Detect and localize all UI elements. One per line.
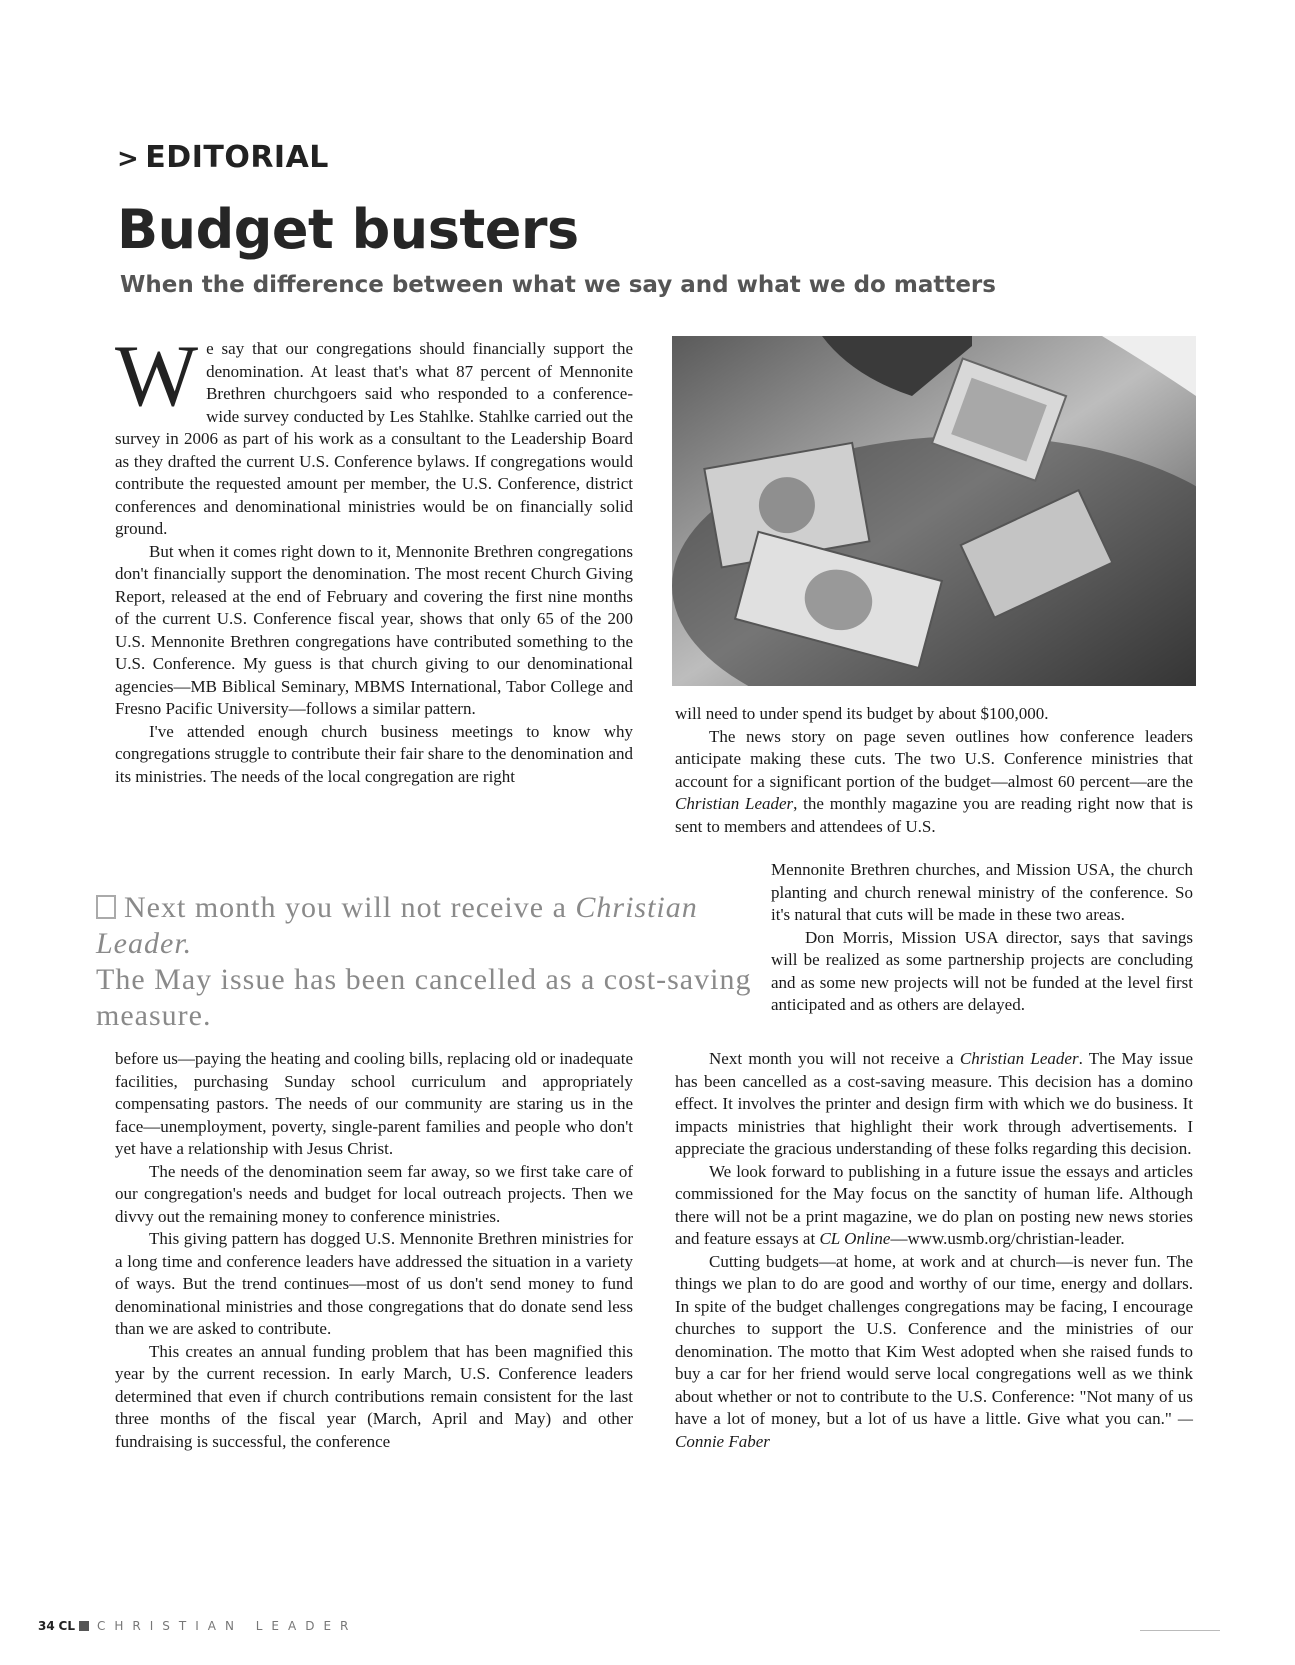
column-right-bottom bbox=[675, 1048, 1193, 1453]
page-footer bbox=[38, 1619, 357, 1633]
drop-cap: W bbox=[115, 328, 199, 425]
paragraph-1 bbox=[115, 328, 633, 541]
footer-initials: CL bbox=[58, 1619, 75, 1633]
paragraph-4: The needs of the denomination seem far away, so we first take care of our congregation's needs and budget for local outreach projects. Then we divvy out the remaining money to conference ministries. bbox=[115, 1161, 633, 1226]
column-left-bottom bbox=[115, 1048, 633, 1453]
paragraph-7-cont: Mennonite Brethren churches, and Mission USA, the church planting and church renewal ministry of the conference. So it's natural that cuts will be made in these two areas. bbox=[771, 860, 1193, 924]
paragraph-7-text-b: , the monthly magazine you are reading right now that is sent to members and attendees of U.S. bbox=[675, 794, 1194, 836]
paragraph-2: But when it comes right down to it, Mennonite Brethren congregations don't financially support the denomination. The most recent Church Giving Report, released at the end of February and covering the first nine months of the current U.S. Conference fiscal year, shows that only 65 of the 200 U.S. Mennonite Brethren congregations have contributed something to the U.S. Conference. My guess is that church giving to our denominational agencies—MB Biblical Seminary, MBMS International, Tabor College and Fresno Pacific University—follows a similar pattern. bbox=[115, 541, 633, 718]
footer-brand: CHRISTIAN LEADER bbox=[96, 1619, 358, 1633]
paragraph-10-emphasis: CL Online bbox=[819, 1229, 891, 1248]
pull-quote-line-1: Next month you will not receive a bbox=[124, 891, 576, 924]
column-right-narrow bbox=[771, 859, 1193, 1017]
paragraph-9 bbox=[675, 1048, 1193, 1161]
money-photo bbox=[672, 336, 1196, 686]
paragraph-5: This giving pattern has dogged U.S. Mennonite Brethren ministries for a long time and conference leaders have addressed the situation in a variety of ways. But the trend continues—most of us don't send money to fund denominational ministries and those congregations that do donate send less than we are asked to contribute. bbox=[115, 1229, 633, 1338]
square-bullet-icon bbox=[79, 1621, 89, 1631]
money-photo-image bbox=[672, 336, 1196, 686]
paragraph-10-text-a: We look forward to publishing in a future issue the essays and articles commissioned for the May focus on the sanctity of human life. Although there will not be a print magazine, we do plan on posting new news stories and feature essays at bbox=[675, 1161, 1193, 1248]
paragraph-10-text-b: —www.usmb.org/christian-leader. bbox=[890, 1229, 1125, 1248]
paragraph-3-cont: before us—paying the heating and cooling bills, replacing old or inadequate facilities, purchasing Sunday school curriculum and appropriately compensating pastors. The needs of our community are staring us in the face—unemployment, poverty, single-parent families and people who don't yet have a relationship with Jesus Christ. bbox=[115, 1049, 633, 1158]
paragraph-10 bbox=[675, 1161, 1193, 1251]
section-kicker bbox=[117, 140, 329, 175]
paragraph-11 bbox=[675, 1251, 1193, 1454]
article-title: Budget busters bbox=[117, 198, 579, 261]
pull-quote bbox=[96, 890, 756, 1034]
chevron-right-icon: > bbox=[117, 144, 140, 174]
paragraph-9-emphasis: Christian Leader bbox=[959, 1049, 1079, 1068]
kicker-label: EDITORIAL bbox=[145, 140, 329, 175]
paragraph-6: This creates an annual funding problem that has been magnified this year by the current recession. In early March, U.S. Conference leaders determined that even if church contributions remain consistent for the last three months of the fiscal year (March, April and May) and other fundraising is successful, the conference bbox=[115, 1341, 633, 1451]
paragraph-7-emphasis: Christian Leader bbox=[675, 794, 794, 813]
paragraph-1-text: e say that our congregations should financially support the denomination. At least that's what 87 percent of Mennonite Brethren churchgoers said who responded to a conference-wide survey conducted by Les Stahlke. Stahlke carried out the survey in 2006 as part of his work as a consultant to the Leadership Board as they drafted the current U.S. Conference bylaws. If congregations would contribute the requested amount per member, the U.S. Conference, district conferences and denominational ministries would be on financially solid ground. bbox=[115, 339, 633, 538]
quote-box-icon bbox=[96, 895, 116, 919]
byline: —Connie Faber bbox=[675, 1409, 1193, 1451]
column-right-top bbox=[675, 703, 1193, 838]
paragraph-3: I've attended enough church business meetings to know why congregations struggle to contribute their fair share to the denomination and its ministries. The needs of the local congregation are right bbox=[115, 721, 633, 786]
column-left-top bbox=[115, 328, 633, 788]
paragraph-7 bbox=[675, 726, 1193, 839]
paragraph-6-cont: will need to under spend its budget by about $100,000. bbox=[675, 704, 1049, 723]
paragraph-7-text-a: The news story on page seven outlines how conference leaders anticipate making these cuts. The two U.S. Conference ministries that account for a significant portion of the budget—almost 60 percent—are the bbox=[675, 726, 1193, 791]
paragraph-9-text-b: . The May issue has been cancelled as a cost-saving measure. This decision has a domino effect. It involves the printer and design firm with which we do business. It impacts ministries that highlight their work through advertisements. I appreciate the gracious understanding of these folks regarding this decision. bbox=[675, 1049, 1193, 1158]
pull-quote-line-2: The May issue has been cancelled as a cost-saving measure. bbox=[96, 963, 752, 1032]
article-subtitle: When the difference between what we say and what we do matters bbox=[120, 272, 996, 298]
paragraph-8: Don Morris, Mission USA director, says that savings will be realized as some partnership projects are concluding and as some new projects will not be funded at the level first anticipated and as others are delayed. bbox=[771, 927, 1193, 1014]
paragraph-9-text-a: Next month you will not receive a bbox=[709, 1049, 960, 1068]
pull-quote-emphasis: Christian Leader. bbox=[96, 891, 698, 960]
paragraph-11-text: Cutting budgets—at home, at work and at church—is never fun. The things we plan to do are good and worthy of our time, energy and dollars. In spite of the budget challenges congregations may be facing, I encourage churches to support the U.S. Conference and the ministries of our denomination. The motto that Kim West adopted when she raised funds to buy a car for her friend would serve local congregations well as we think about whether or not to contribute to the U.S. Conference: "Not many of us have a lot of money, but a lot of us have a little. Give what you can." bbox=[675, 1251, 1193, 1428]
page-number: 34 bbox=[38, 1619, 55, 1633]
corner-rule bbox=[1140, 1630, 1220, 1631]
